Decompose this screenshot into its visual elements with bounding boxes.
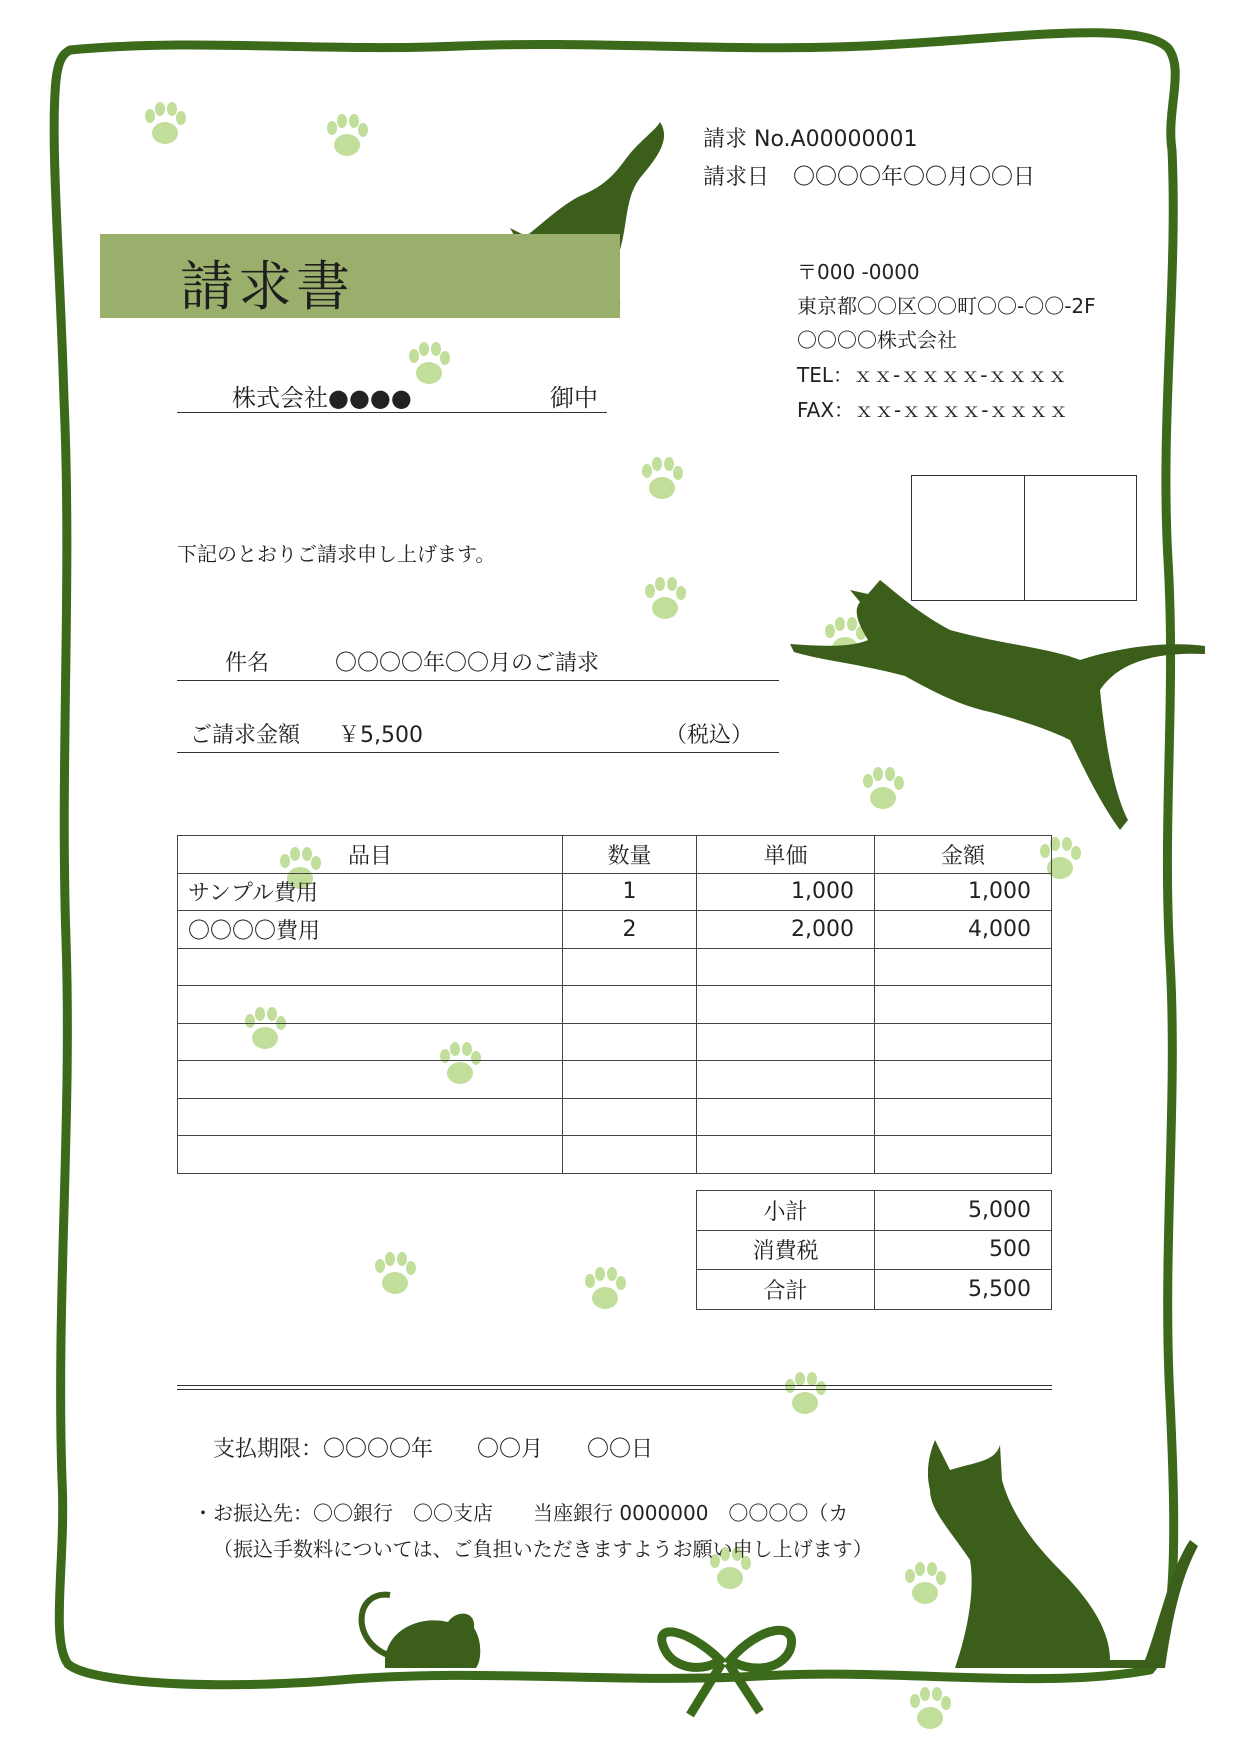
cell-amount: 4,000 [875,911,1052,949]
cell-amount [875,1098,1052,1136]
cell-quantity [563,948,697,986]
document-title: 請求書 [180,255,354,318]
cell-unit-price: 2,000 [697,911,875,949]
table-row [178,986,1052,1024]
cell-unit-price [697,1023,875,1061]
cell-item [178,1023,563,1061]
recipient-honorific: 御中 [550,384,598,412]
items-table [177,835,1052,1174]
cell-unit-price [697,1061,875,1099]
cell-item [178,1098,563,1136]
sender-company: 〇〇〇〇株式会社 [797,328,957,352]
table-row [178,948,1052,986]
cell-amount: 1,000 [875,873,1052,911]
cell-quantity: 2 [563,911,697,949]
tax-value: 500 [875,1230,1052,1270]
table-row [178,1136,1052,1174]
sender-tel: TEL：ｘｘ-ｘｘｘｘ-ｘｘｘｘ [797,363,1068,387]
cell-quantity: 1 [563,873,697,911]
cell-item [178,986,563,1024]
stamp-box [911,475,1137,601]
header-quantity: 数量 [563,836,697,874]
subtotal-row [697,1191,1052,1231]
subtotal-label: 小計 [697,1191,875,1231]
title-band [100,234,620,318]
subject-label: 件名 [225,651,270,676]
invoice-date-label: 請求日 [703,165,770,190]
cell-item: サンプル費用 [178,873,563,911]
total-value: 5,500 [875,1270,1052,1310]
table-row [178,1061,1052,1099]
cell-quantity [563,1136,697,1174]
cell-unit-price [697,1136,875,1174]
total-label: 合計 [697,1270,875,1310]
cell-quantity [563,986,697,1024]
header-item: 品目 [178,836,563,874]
sender-address: 東京都〇〇区〇〇町〇〇-〇〇-2F [797,294,1096,318]
subject-value: 〇〇〇〇年〇〇月のご請求 [335,651,600,676]
cell-amount [875,1061,1052,1099]
mouse-icon [385,1614,480,1668]
transfer-fee-note: （振込手数料については、ご負担いただきますようお願い申し上げます） [213,1537,873,1561]
amount-value: ￥5,500 [338,723,423,748]
table-row [178,1023,1052,1061]
total-row [697,1270,1052,1310]
table-header-row [178,836,1052,874]
invoice-date: 〇〇〇〇年〇〇月〇〇日 [793,165,1036,190]
table-row [178,873,1052,911]
cell-amount [875,948,1052,986]
cell-item: 〇〇〇〇費用 [178,911,563,949]
cell-amount [875,986,1052,1024]
sender-postal: 〒000 -0000 [797,260,920,284]
tax-row [697,1230,1052,1270]
sitting-cat-icon [928,1440,1198,1668]
cell-quantity [563,1023,697,1061]
subtotal-value: 5,000 [875,1191,1052,1231]
sender-fax: FAX：ｘｘ-ｘｘｘｘ-ｘｘｘｘ [797,398,1069,422]
tax-included-note: （税込） [665,723,754,748]
double-divider [177,1385,1052,1390]
cell-amount [875,1136,1052,1174]
cell-item [178,1061,563,1099]
bank-details: ・お振込先：〇〇銀行 〇〇支店 当座銀行 0000000 〇〇〇〇（カ [193,1501,849,1525]
cell-unit-price [697,1098,875,1136]
invoice-number: 請求 No.A00000001 [703,127,918,152]
header-amount: 金額 [875,836,1052,874]
cell-amount [875,1023,1052,1061]
cell-item [178,948,563,986]
cell-quantity [563,1098,697,1136]
intro-text: 下記のとおりご請求申し上げます。 [177,542,496,566]
header-unit-price: 単価 [697,836,875,874]
cell-unit-price: 1,000 [697,873,875,911]
amount-label: ご請求金額 [190,723,301,748]
table-row [178,1098,1052,1136]
tax-label: 消費税 [697,1230,875,1270]
table-row [178,911,1052,949]
payment-due: 支払期限：〇〇〇〇年 〇〇月 〇〇日 [213,1437,654,1462]
recipient-name: 株式会社●●●● [232,384,412,412]
totals-table [696,1190,1052,1310]
cell-item [178,1136,563,1174]
cell-unit-price [697,948,875,986]
cell-quantity [563,1061,697,1099]
cell-unit-price [697,986,875,1024]
